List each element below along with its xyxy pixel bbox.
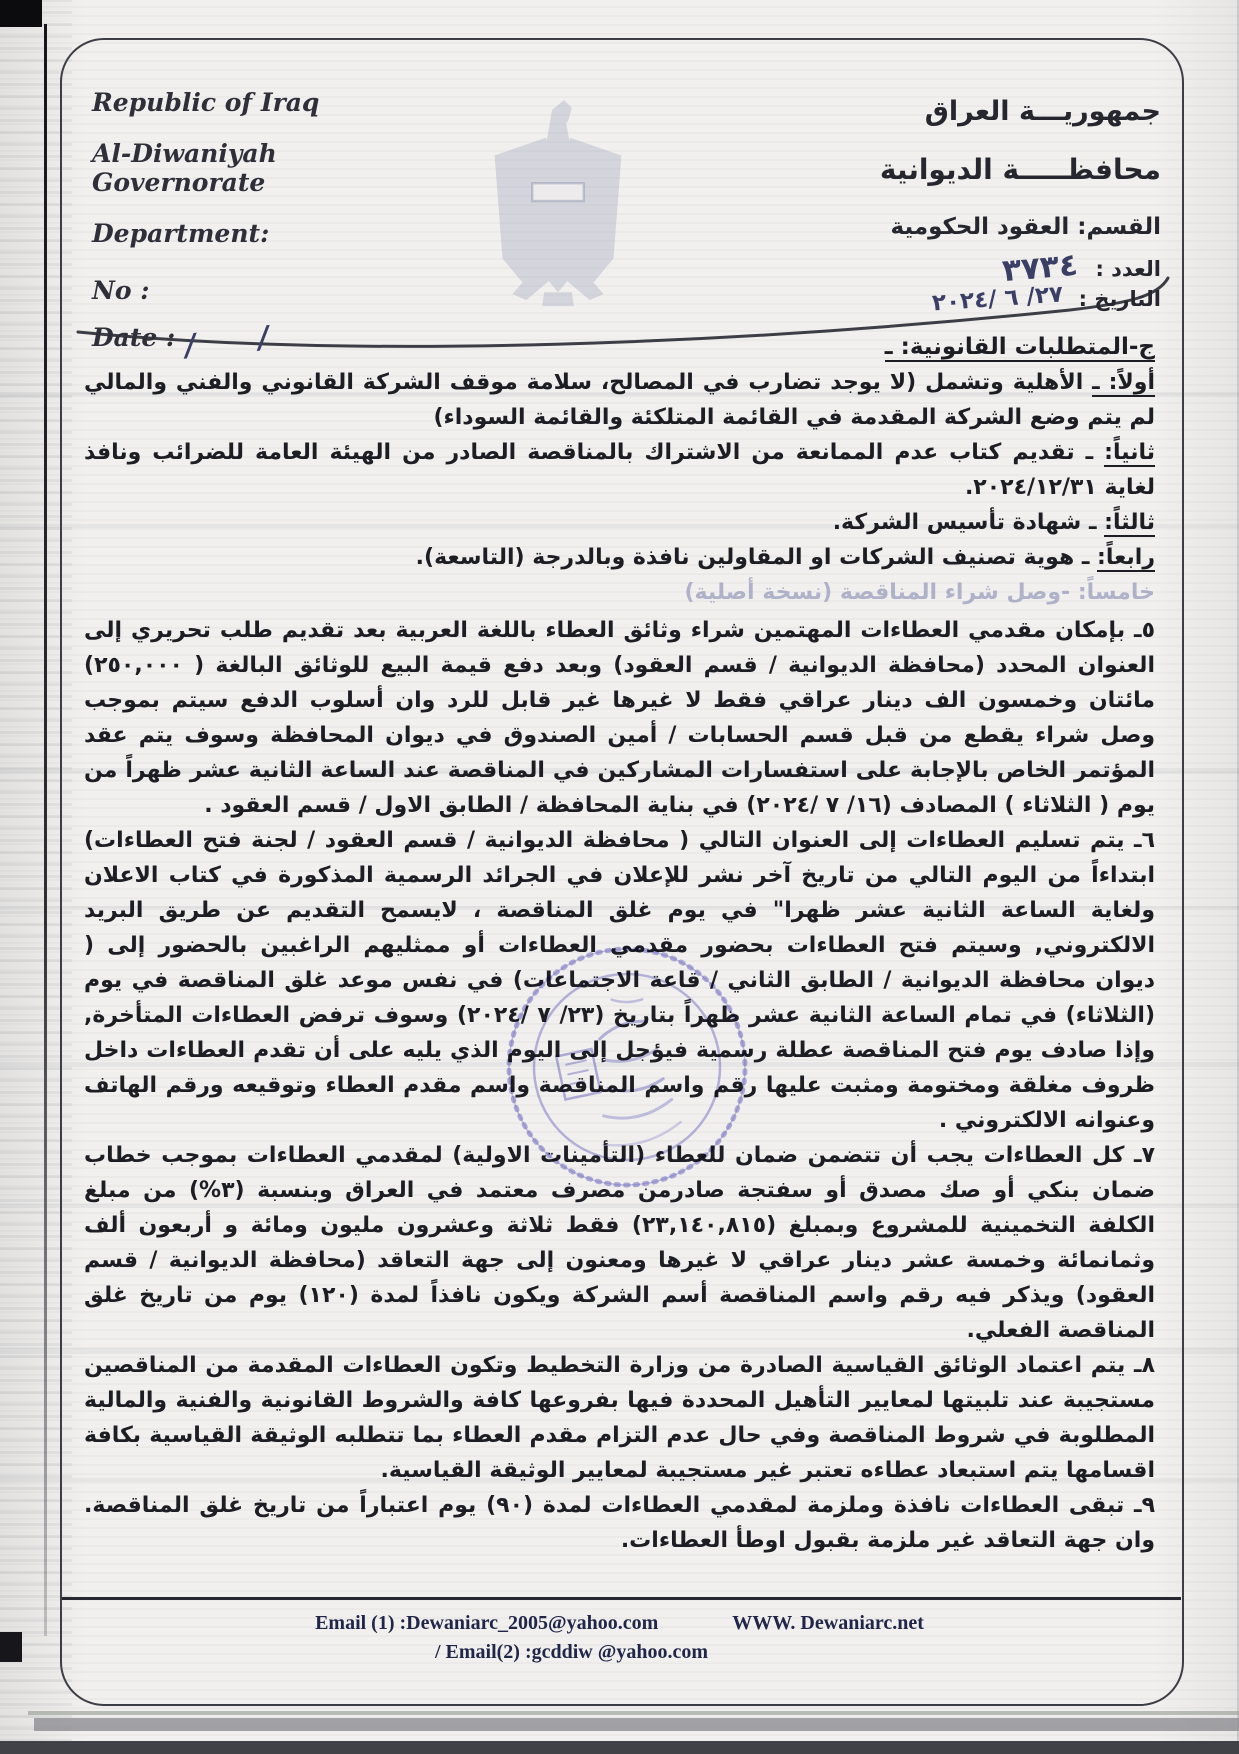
handwritten-date-slashes: / / [182,317,297,364]
clause-third-incorporation: ثالثاً: ـ شهادة تأسيس الشركة. [832,510,1155,535]
legal-requirements-heading: ج-المتطلبات القانونية: ـ [884,334,1155,360]
letterhead-arabic [831,96,1161,317]
footer-email-1: Email (1) :Dewaniarc_2005@yahoo.com [315,1612,659,1634]
item-9-bid-validity: ٩ـ تبقى العطاءات نافذة وملزمة لمقدمي العطاءات لمدة (٩٠) يوم اعتباراً من تاريخ غلق المناقصة. وان جهة التعاقد غير ملزمة بقبول اوطأ العطاءات. [84,1493,1155,1553]
clause-second-tax-letter: ثانياً: ـ تقديم كتاب عدم الممانعة من الاشتراك بالمناقصة الصادر من الهيئة العامة للضرائب ونافذ لغاية ٢٠٢٤/١٢/٣١. [84,440,1155,500]
official-round-stamp [498,938,756,1196]
letterhead-country-ar: جمهوريـــة العراق [924,96,1161,127]
letterhead-country-en: Republic of Iraq [92,88,320,117]
footer-row-1 [90,1612,1149,1635]
letterhead-number-row [831,246,1161,290]
item-6-bid-submission: ٦ـ يتم تسليم العطاءات إلى العنوان التالي ( محافظة الديوانية / قسم العقود / لجنة فتح العطاءات) ابتداءاً من اليوم التالي من تاريخ آخر نشر للإعلان في الجرائد الرسمية المذكورة في كتاب الاعلان ولغاية الساعة الثانية عشر ظهرا" في يوم غلق المناقصة ، لايسمح التقديم عن طريق البريد الالكتروني, وسيتم فتح العطاءات بحضور مقدمي العطاءات أو ممثليهم الراغبين بالحضور إلى ( ديوان محافظة الديوانية / الطابق الثاني / قاعة الاجتماعات) في نفس موعد غلق المناقصة في يوم (الثلاثاء) في تمام الساعة الثانية عشر ظهراً بتاريخ (٢٣/ ٧ /٢٠٢٤) وسوف ترفض العطاءات المتأخرة, وإذا صادف يوم فتح المناقصة عطلة رسمية فيؤجل إلى اليوم الذي يليه على أن تقدم العطاءات داخل ظروف مغلقة ومختومة ومثبت عليها رقم واسم المناقصة واسم مقدم العطاء وتوقيعه ورقم الهاتف وعنوانه الالكتروني . [84,828,1156,1133]
clause-first-eligibility: أولاً: ـ الأهلية وتشمل (لا يوجد تضارب في المصالح، سلامة موقف الشركة القانوني والفني والمالي لم يتم وضع الشركة المقدمة في القائمة المتلكئة والقائمة السوداء) [84,370,1156,430]
scan-artifact-left-edge [44,24,47,1636]
scan-artifact-bottom-band [34,1718,1239,1731]
footer-contacts [90,1612,1149,1664]
footer-email-2: / Email(2) :gcddiw @yahoo.com [434,1641,709,1663]
iraq-eagle-emblem [448,96,668,314]
scan-artifact-bottom-band [28,1711,1239,1715]
date-label: التاريخ : [1078,287,1161,311]
clause-fifth-purchase-receipt-faint: خامساً: -وصل شراء المناقصة (نسخة أصلية) [684,580,1155,605]
item-5-document-purchase: ٥ـ بإمكان مقدمي العطاءات المهتمين شراء وثائق العطاء باللغة العربية بعد تقديم طلب تحريري إلى العنوان المحدد (محافظة الديوانية / قسم العقود) وبعد دفع قيمة البيع للوثائق البالغة ( ٢٥٠,٠٠٠) مائتان وخمسون الف دينار عراقي فقط لا غيرها غير قابل للرد وان أسلوب الدفع سيتم بموجب وصل شراء يقطع من قبل قسم الحسابات / أمين الصندوق في ديوان المحافظة وسوف يتم عقد المؤتمر الخاص بالإجابة على استفسارات المشاركين في المناقصة عند الساعة الثانية عشر ظهراً من يوم ( الثلاثاء ) المصادف (١٦/ ٧ /٢٠٢٤) في بناية المحافظة / الطابق الاول / قسم العقود . [84,618,1155,818]
handwritten-document-number: ٣٧٣٤ [1001,246,1080,290]
scan-artifact-corner-mark [0,0,42,27]
letterhead-department-ar: القسم: العقود الحكومية [890,214,1161,240]
clause-fourth-classification: رابعاً: ـ هوية تصنيف الشركات او المقاولين نافذة وبالدرجة (التاسعة). [415,545,1155,570]
scan-artifact-bottom-left-mark [0,1632,22,1662]
footer-divider-line [62,1597,1181,1600]
handwritten-document-date: ٢٧/ ٦ /٢٠٢٤ [931,281,1065,317]
footer-website: WWW. Dewaniarc.net [732,1612,924,1634]
letterhead-number-label-en: No : [92,276,150,305]
letterhead-governorate-ar: محافظـــــة الديوانية [879,153,1161,186]
item-8-standard-documents: ٨ـ يتم اعتماد الوثائق القياسية الصادرة من وزارة التخطيط وتكون العطاءات المقدمة من المناقصين مستجيبة عند تلبيتها لمعايير التأهيل المحددة فيها بفروعها كافة والشروط القانونية والفنية والمالية المطلوبة في شروط المناقصة وفي حال عدم التزام مقدم العطاء بما تتطلبه الوثيقة القياسية بكافة اقسامها يتم استبعاد عطاءه تعتبر غير مستجيبة لمعايير الوثيقة القياسية. [84,1353,1155,1483]
scan-artifact-bottom-band [0,1741,1239,1754]
letterhead-date-row [831,281,1161,317]
letterhead-governorate-en: Al-Diwaniyah Governorate [92,139,277,197]
letterhead-date-label-en: Date : [92,323,176,352]
item-7-bid-bond: ٧ـ كل العطاءات يجب أن تتضمن ضمان للعطاء (التأمينات الاولية) لمقدمي العطاءات بموجب خطاب ضمان بنكي أو صك مصدق أو سفتجة صادرمن مصرف معتمد في العراق وبنسبة (٣%) من مبلغ الكلفة التخمينية للمشروع وبمبلغ (٢٣,١٤٠,٨١٥) فقط ثلاثة وعشرون مليون ومائة و أربعون ألف وثمانمائة وخمسة عشر دينار عراقي لا غيرها ومعنون إلى جهة التعاقد (محافظة الديوانية / قسم العقود) ويذكر فيه رقم واسم المناقصة أسم الشركة ويكون نافذاً لمدة (١٢٠) يوم من تاريخ غلق المناقصة الفعلي. [84,1143,1155,1343]
letterhead-english [92,88,452,364]
number-label: العدد : [1095,257,1161,281]
letterhead-department-label-en: Department: [92,219,270,248]
